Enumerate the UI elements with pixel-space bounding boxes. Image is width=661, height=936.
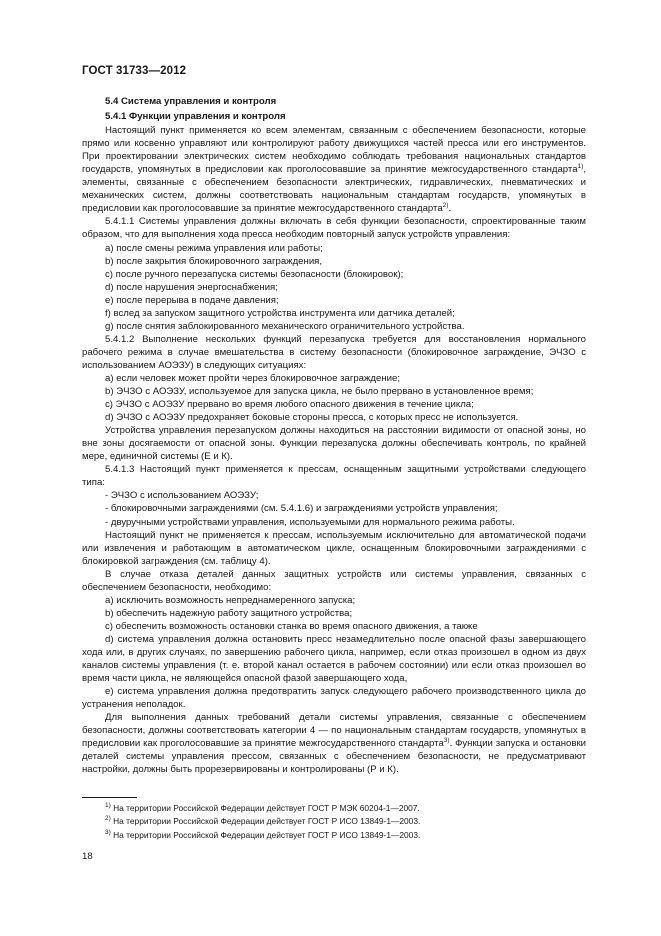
footnote-mark: 3) [105, 828, 111, 836]
list-item: c) после ручного перезапуска системы безопасности (блокировок); [105, 268, 404, 280]
list-item-e: e) система управления должна предотвратить запуск следующего рабочего производственного цикла до устранения неполадок. [82, 686, 586, 711]
list-item: a) после смены режима управления или работы; [105, 242, 323, 254]
list-item: a) если человек может пройти через блокировочное заграждение; [105, 372, 401, 384]
section-heading: 5.4 Система управления и контроля [105, 96, 277, 107]
clause-5-4-1-3: 5.4.1.3 Настоящий пункт применяется к прессам, оснащенным защитными устройствами следующего типа: [82, 464, 586, 489]
paragraph-not-applicable: Настоящий пункт не применяется к прессам, используемым исключительно для автоматической подачи или извлечения и работающим в автоматическом цикле, оснащенным блокировочными заграждениями с блокировкой заграждения (см. таблицу 4). [82, 529, 586, 567]
footnote-ref-3[interactable]: 3) [443, 737, 450, 745]
list-item: b) обеспечить надежную работу защитного устройства; [105, 607, 353, 619]
footnotes [82, 802, 586, 842]
paragraph-failure: В случае отказа деталей данных защитных устройств или системы управления, связанных с обеспечением безопасности, необходимо: [82, 568, 586, 593]
paragraph-requirements-text-2: . Функции запуска и остановки деталей системы управления прессом, связанных с обеспечением безопасности, не предусматривают настройки, должны быть прорезервированы и контролированы (Р и К). [82, 738, 586, 776]
paragraph-intro-text: Настоящий пункт применяется ко всем элементам, связанным с обеспечением безопасности, которые прямо или косвенно управляют или контролируют работу движущихся частей пресса или его инструментов. При проектировании электрических систем необходимо соблюдать требования национальных стандартов государств, упомянутых в предисловии как проголосовавшие за принятие межгосударственного стандарта [82, 125, 586, 176]
paragraph-requirements [82, 711, 586, 776]
page-number: 18 [82, 851, 93, 862]
clause-5-4-1-2: 5.4.1.2 Выполнение нескольких функций перезапуска требуется для восстановления нормального рабочего режима в случае вмешательства в систему безопасности (блокировочное заграждение, ЭЧЗО с использованием АОЭЗУ) в следующих ситуациях: [82, 333, 586, 371]
list-item: a) исключить возможность непреднамеренного запуска; [105, 594, 356, 606]
footnote-text: На территории Российской Федерации действует ГОСТ Р ИСО 13849-1—2003. [110, 829, 421, 840]
paragraph-restart-controls: Устройства управления перезапуском должны находиться на расстоянии видимости от опасной зоны, но вне зоны досягаемости от опасной зоны. Функции перезапуска должны обеспечивать контроль, по крайней мере, единичной системы (E и К). [82, 425, 586, 463]
footnote-mark: 2) [105, 815, 111, 823]
document-body [82, 95, 586, 776]
list-item: e) после перерыва в подаче давления; [105, 294, 279, 306]
list-item: c) обеспечить возможность остановки станка во время опасного движения, а также [105, 620, 478, 632]
dash-item: - ЭЧЗО с использованием АОЭЗУ; [105, 490, 259, 502]
footnote-1 [82, 802, 586, 815]
subsection-heading: 5.4.1 Функции управления и контроля [105, 111, 286, 123]
list-item: g) после снятия заблокированного механического ограничительного устройства. [105, 320, 465, 332]
dash-item: - двуручными устройствами управления, используемыми для нормального режима работы. [105, 516, 515, 528]
footnote-2 [82, 815, 586, 828]
footnote-mark: 1) [105, 802, 111, 809]
page-header: ГОСТ 31733—2012 [82, 65, 187, 77]
paragraph-intro [82, 124, 586, 215]
paragraph-requirements-text: Для выполнения данных требований детали системы управления, связанные с обеспечением безопасности, должны соответствовать категории 4 — по национальным стандартам государств, упомянутых в предисловии как проголосовавшие за принятие межгосударственного стандарта [82, 712, 586, 750]
footnote-ref-2[interactable]: 2) [442, 202, 449, 210]
paragraph-intro-text-2: , элементы, связанные с обеспечением безопасности электрических, гидравлических, пневматических и механических систем, должны соответствовать национальным стандартам государств, упомянутых в предисловии как проголосовавшие за принятие межгосударственного стандарта [82, 164, 586, 215]
list-item: d) ЭЧЗО с АОЭЗУ предохраняет боковые стороны пресса, с которых пресс не используется. [105, 412, 519, 424]
dash-item: - блокировочными заграждениями (см. 5.4.1.6) и заграждениями устройств управления; [105, 503, 498, 515]
footnote-ref-1[interactable]: 1) [577, 163, 584, 171]
clause-5-4-1-1: 5.4.1.1 Системы управления должны включать в себя функции безопасности, спроектированные таким образом, что для выполнения хода пресса необходим повторный запуск устройств управления: [82, 216, 586, 241]
list-item: f) вслед за запуском защитного устройства инструмента или датчика деталей; [105, 307, 455, 319]
footnote-text: На территории Российской Федерации действует ГОСТ Р ИСО 13849-1—2003. [110, 816, 421, 827]
list-item: b) ЭЧЗО с АОЭЗУ, используемое для запуска цикла, не было прервано в установленное время; [105, 386, 534, 398]
list-item: b) после закрытия блокировочного заграждения, [105, 255, 323, 267]
list-item: c) ЭЧЗО с АОЭЗУ прервано во время любого опасного движения в течение цикла; [105, 399, 474, 411]
footnote-divider [82, 797, 137, 798]
list-item: d) после нарушения энергоснабжения; [105, 281, 278, 293]
paragraph-intro-text-3: . [448, 203, 452, 215]
footnote-3 [82, 829, 586, 842]
list-item-d: d) система управления должна остановить пресс незамедлительно после опасной фазы завершающего хода или, в других случаях, по завершению рабочего цикла, например, если отказ произошел в одном из двух каналов системы управления (т. е. второй канал остается в рабочем состоянии) или если отказ произошел во время части цикла, не являющейся опасной фазой завершающего хода, [82, 633, 586, 685]
footnote-text: На территории Российской Федерации действует ГОСТ Р МЭК 60204-1—2007. [110, 803, 420, 813]
